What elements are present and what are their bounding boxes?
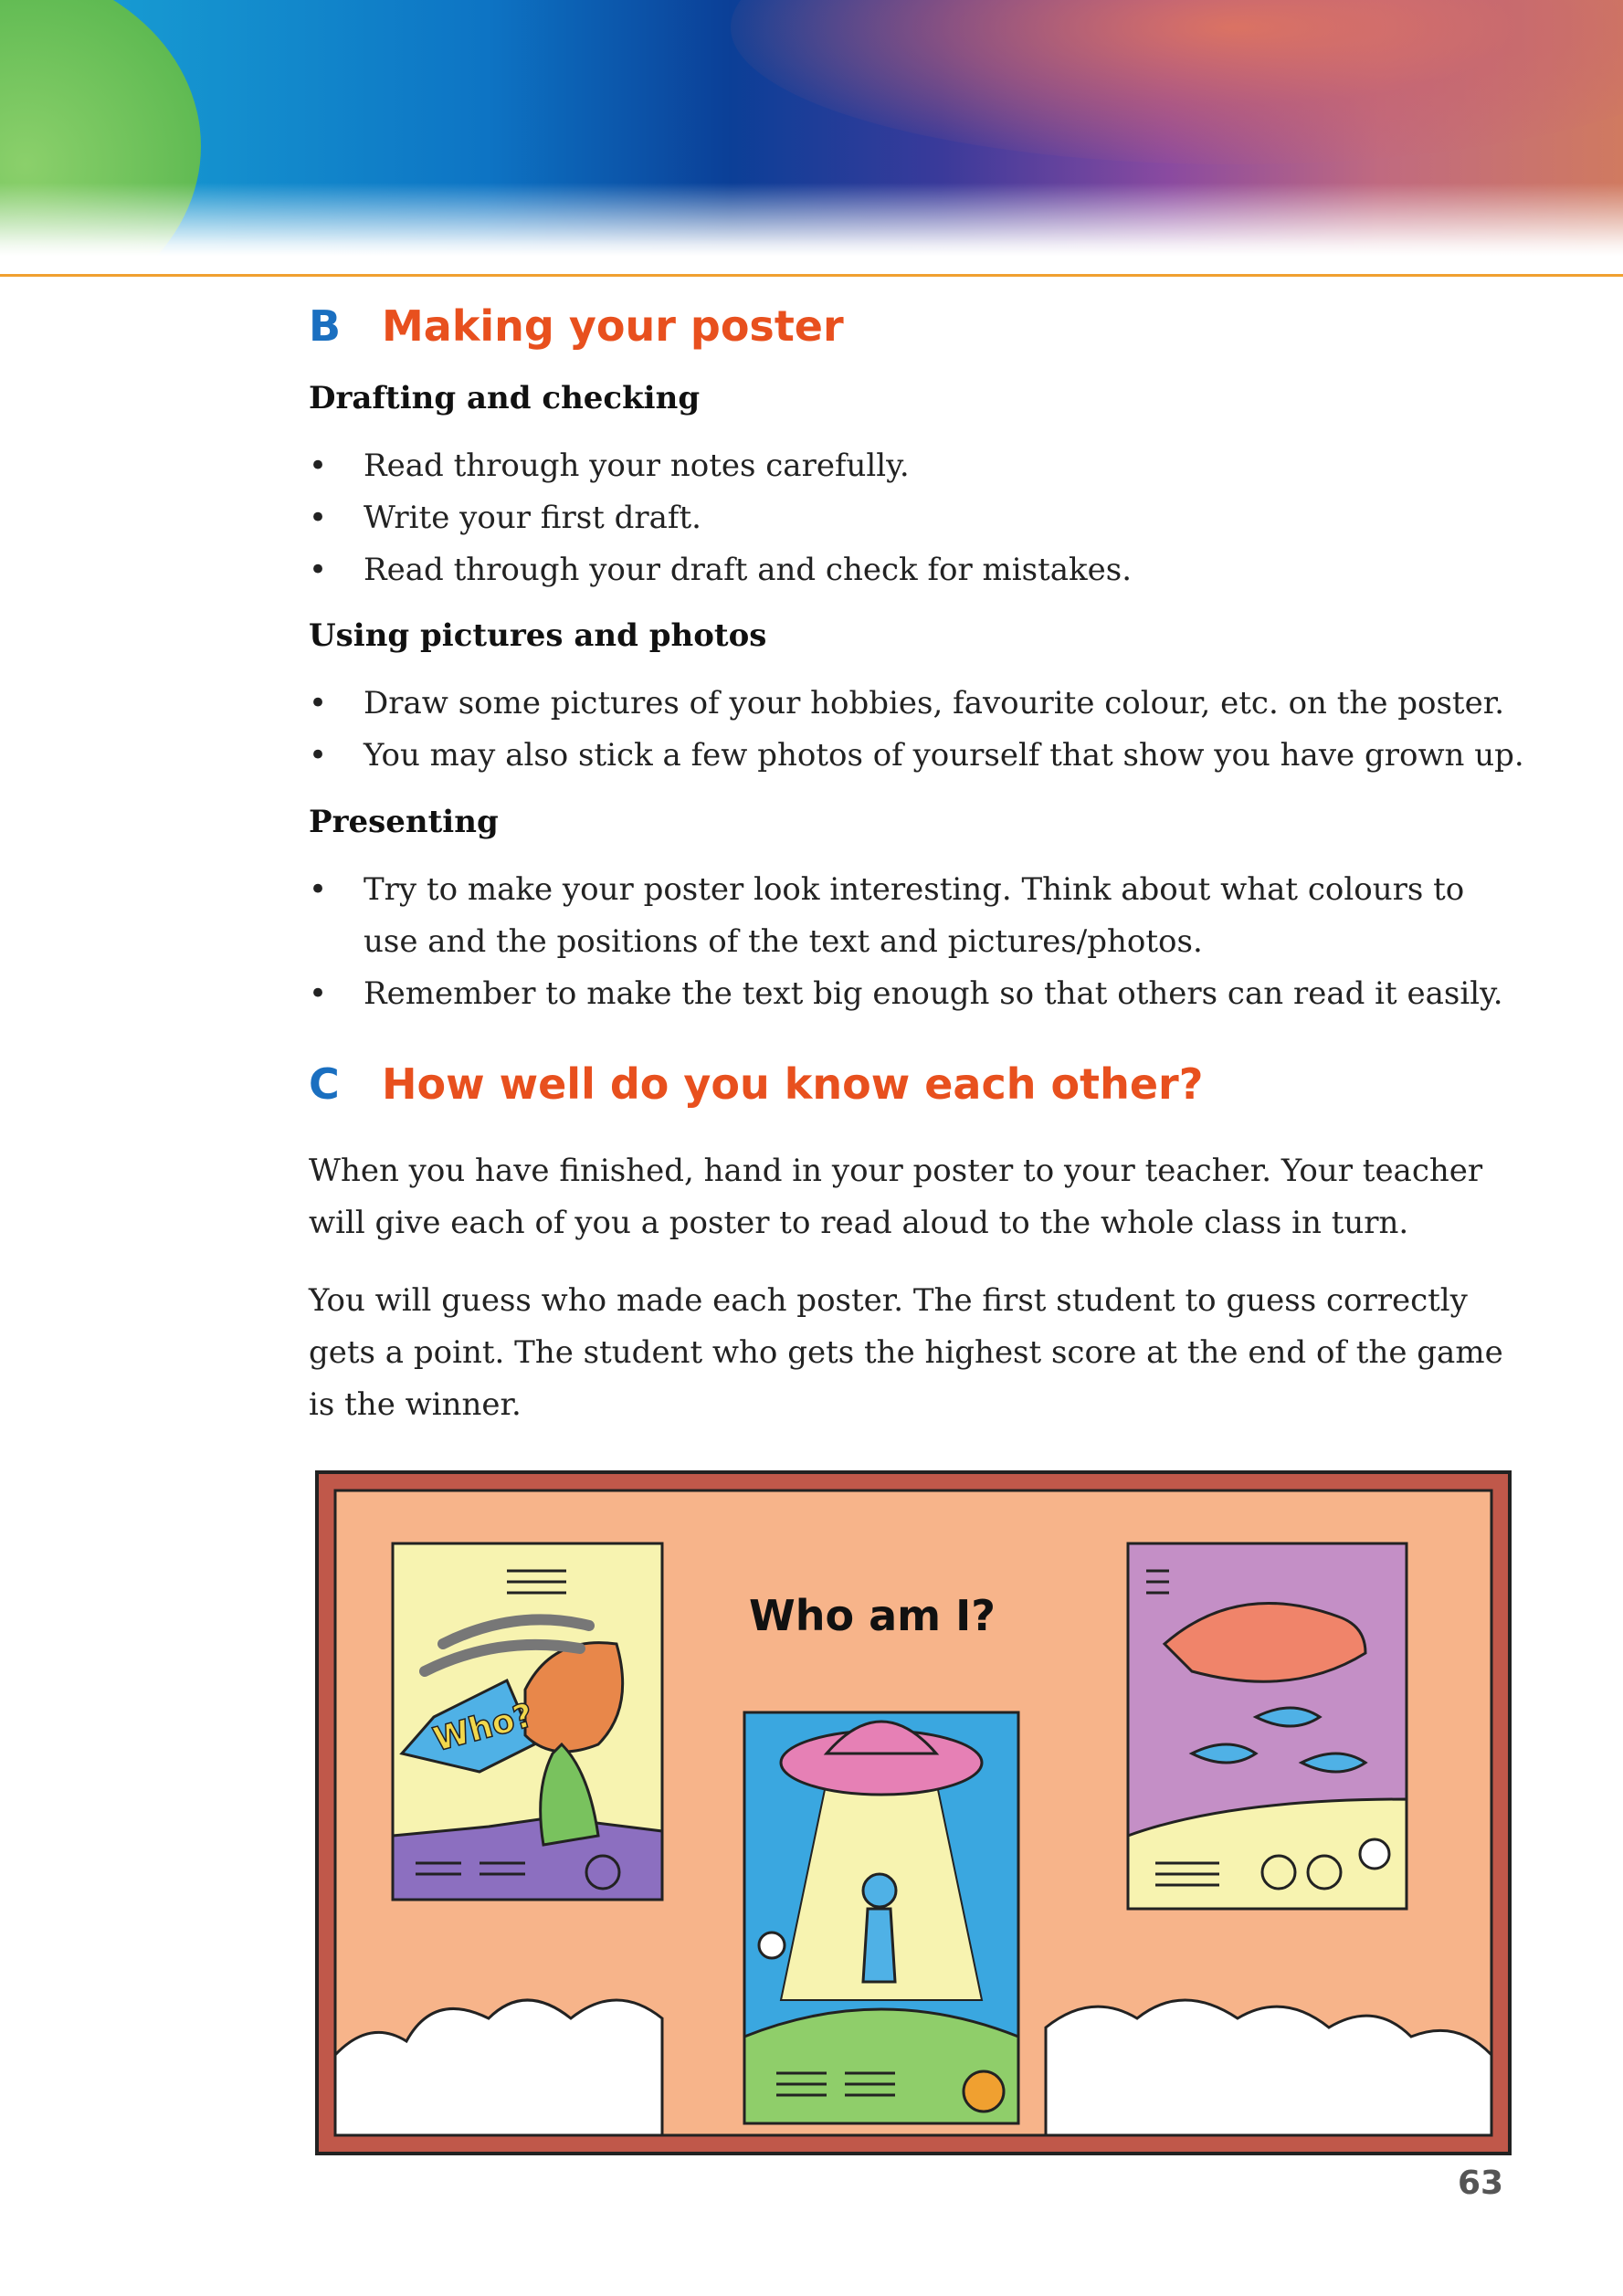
list-item: • Try to make your poster look interesting. Think about what colours to use and the positions of the text and pictures/photos.: [309, 864, 1505, 968]
header-banner: [0, 0, 1623, 256]
poster-right: [1128, 1543, 1407, 1909]
section-c-paragraph-1: When you have finished, hand in your poster to your teacher. Your teacher will give each of you a poster to read aloud to the whole class in turn.: [309, 1153, 1483, 1241]
drafting-heading: Drafting and checking: [309, 380, 701, 416]
page-number: 63: [1458, 2164, 1504, 2202]
poster-left: [393, 1543, 662, 1900]
list-item: • Remember to make the text big enough so that others can read it easily.: [309, 968, 1505, 1020]
section-c-title: How well do you know each other?: [382, 1059, 1204, 1109]
list-item: • Write your first draft.: [309, 492, 1533, 544]
bulletin-board-illustration: [315, 1470, 1512, 2155]
section-b-heading: [309, 301, 844, 351]
list-item: • Read through your notes carefully.: [309, 440, 1533, 492]
header-rule: [0, 274, 1623, 277]
presenting-heading: Presenting: [309, 804, 499, 840]
poster-left-text: Who?: [429, 1696, 538, 1760]
list-item: • Draw some pictures of your hobbies, favourite colour, etc. on the poster.: [309, 678, 1533, 730]
section-b-title: Making your poster: [382, 301, 844, 351]
section-c-letter: C: [309, 1059, 340, 1109]
banner-fade: [0, 183, 1623, 256]
presenting-list: [309, 864, 1505, 1020]
section-c-paragraph-2: You will guess who made each poster. The first student to guess correctly gets a point. The student who gets the highest score at the end of the game is the winner.: [309, 1282, 1503, 1423]
list-item: • You may also stick a few photos of yourself that show you have grown up.: [309, 730, 1533, 782]
poster-middle: [744, 1712, 1018, 2123]
pictures-heading: Using pictures and photos: [309, 617, 767, 654]
drafting-list: [309, 440, 1533, 596]
section-b-letter: B: [309, 301, 342, 351]
pictures-list: [309, 678, 1533, 782]
section-c-heading: [309, 1059, 1203, 1109]
list-item: • Read through your draft and check for mistakes.: [309, 544, 1533, 596]
board-title: Who am I?: [749, 1591, 996, 1640]
banner-glow: [731, 0, 1623, 164]
